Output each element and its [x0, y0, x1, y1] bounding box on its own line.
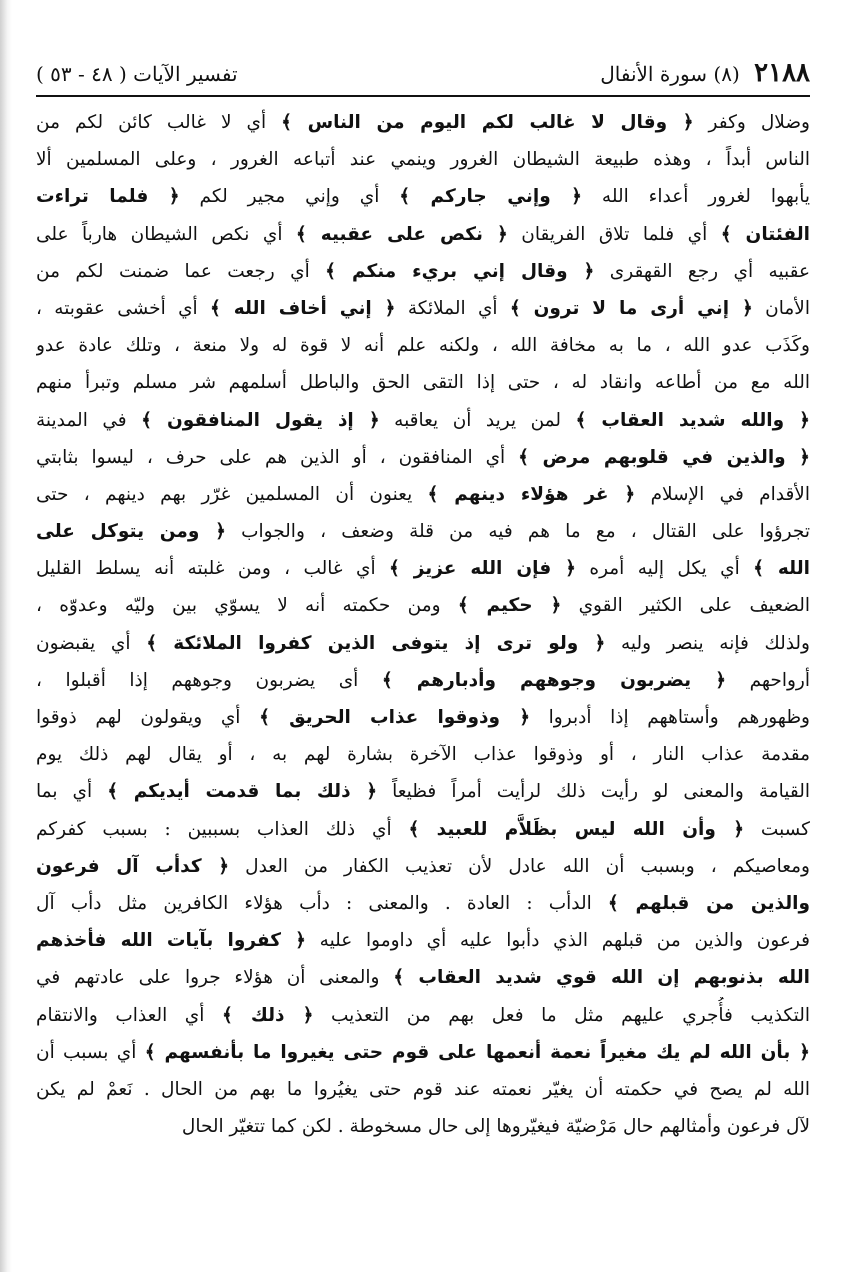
text-line: [36, 327, 810, 364]
commentary-text: أي ذلك العذاب بسببين : بسبب كفركم: [36, 818, 409, 840]
commentary-text: أي الملائكة: [395, 297, 510, 319]
quran-quote: ﴿ فلما تراءت: [36, 186, 180, 208]
quran-quote: الله بذنوبهم إن الله قوي شديد العقاب ﴾: [393, 967, 810, 989]
quran-quote: ﴿ ذلك ﴾: [221, 1004, 314, 1026]
page-header: [36, 50, 810, 90]
quran-quote: ﴿ بأن الله لم يك مغيراً نعمة أنعمها على قوم حتى يغيروا ما بأنفسهم ﴾: [144, 1041, 810, 1063]
commentary-text: أي بسبب أن: [36, 1041, 145, 1063]
commentary-text: الناس أبداً ، وهذه طبيعة الشيطان الغرور وينمي عند أتباعه الغرور ، وعلى المسلمين ألا: [36, 149, 810, 171]
commentary-text: لآل فرعون وأمثالهم حال مَرْضيّة فيغيّروها إلى حال مسخوطة . لكن كما تتغيّر الحال: [181, 1116, 810, 1138]
quran-quote: ﴿ وأن الله ليس بظَلاَّم للعبيد ﴾: [408, 818, 745, 840]
commentary-text: أي لا غالب كائن لكم من: [36, 112, 282, 133]
commentary-text: في المدينة: [36, 409, 142, 431]
quran-quote: ﴿ نكص على عقبيه ﴾: [295, 223, 508, 245]
text-line: [36, 1108, 810, 1145]
commentary-text: أي العذاب والانتقام: [36, 1004, 222, 1026]
commentary-text: أرواحهم: [726, 669, 810, 691]
text-line: [36, 141, 810, 178]
quran-quote: الله ﴾: [753, 558, 810, 580]
commentary-text: كسبت: [744, 818, 810, 840]
header-right: [600, 58, 810, 88]
commentary-text: أي بما: [36, 781, 108, 803]
commentary-text: أي نكص الشيطان هارباً على: [36, 223, 296, 245]
commentary-text: ومن حكمته أنه لا يسوّي بين وليّه وعدوّه ،: [36, 595, 458, 617]
page-edge-shadow: [0, 0, 12, 1272]
quran-quote: ﴿ إني أرى ما لا ترون ﴾: [509, 297, 753, 319]
commentary-text: الأقدام في الإسلام: [635, 483, 810, 505]
commentary-text: والمعنى أن هؤلاء جروا على عادتهم في: [36, 967, 394, 989]
text-line: [36, 625, 810, 662]
commentary-text: أي يقبضون: [36, 632, 147, 654]
commentary-text: ومعاصيكم ، وبسبب أن الله عادل لأن تعذيب الكفار من العدل: [229, 855, 810, 877]
text-line: [36, 439, 810, 476]
surah-title: (٨) سورة الأنفال: [600, 62, 740, 86]
quran-quote: ﴿ غر هؤلاء دينهم ﴾: [427, 483, 636, 505]
text-line: [36, 773, 810, 810]
commentary-text: أى يضربون وجوههم إذا أقبلوا ،: [36, 669, 382, 691]
quran-quote: ﴿ فإن الله عزيز ﴾: [389, 558, 576, 580]
text-line: [36, 959, 810, 996]
commentary-text: الأمان: [752, 297, 810, 319]
commentary-text: لمن يريد أن يعاقبه: [379, 409, 576, 431]
commentary-text: تجرؤوا على القتال ، مع ما هم فيه من قلة وضعف ، والجواب: [225, 521, 810, 543]
commentary-text: أي وإني مجير لكم: [179, 186, 400, 208]
text-line: [36, 922, 810, 959]
quran-quote: ﴿ ولو ترى إذ يتوفى الذين كفروا الملائكة ﴾: [146, 632, 606, 654]
text-line: [36, 513, 810, 550]
commentary-text: أي ويقولون لهم ذوقوا: [36, 707, 260, 728]
commentary-text: يأبهوا لغرور أعداء الله: [582, 186, 810, 208]
quran-quote: والذين من قبلهم ﴾: [607, 892, 810, 914]
quran-quote: ﴿ حكيم ﴾: [457, 595, 562, 617]
quran-quote: الفئتان ﴾: [720, 223, 810, 245]
text-line: [36, 253, 810, 290]
commentary-text: وظهورهم وأستاههم إذا أدبروا: [530, 707, 810, 728]
text-line: [36, 587, 810, 624]
text-line: [36, 1071, 810, 1108]
quran-quote: ﴿ وقال إني بريء منكم ﴾: [325, 260, 595, 282]
quran-quote: ﴿ كفروا بآيات الله فأخذهم: [36, 930, 307, 952]
commentary-text: أي المنافقون ، أو الذين هم على حرف ، ليسوا بثابتي: [36, 446, 519, 468]
quran-quote: ﴿ إني أخاف الله ﴾: [210, 297, 396, 319]
text-line: [36, 1034, 810, 1071]
commentary-text: التكذيب فأُجري عليهم مثل ما فعل بهم من التعذيب: [313, 1004, 810, 1026]
text-line: [36, 216, 810, 253]
text-line: [36, 290, 810, 327]
text-line: [36, 476, 810, 513]
commentary-text: الله مع من أطاعه وانقاد له ، حتى إذا التقى الحق والباطل أسلمهم شر مسلم وتبرأ منهم: [36, 372, 810, 394]
quran-quote: ﴿ إذ يقول المنافقون ﴾: [141, 409, 380, 431]
text-line: [36, 699, 810, 736]
quran-quote: ﴿ ذلك بما قدمت أيديكم ﴾: [107, 781, 378, 803]
quran-quote: ﴿ وقال لا غالب لكم اليوم من الناس ﴾: [281, 112, 694, 133]
commentary-text: الله لم يصح في حكمته أن يغيّر نعمته عند قوم حتى يغيُروا ما بهم من الحال . نَعمْ لم يكن: [36, 1078, 810, 1100]
text-line: [36, 178, 810, 215]
commentary-text: الضعيف على الكثير القوي: [561, 595, 810, 617]
text-line: [36, 364, 810, 401]
quran-quote: ﴿ وإني جاركم ﴾: [399, 186, 583, 208]
commentary-text: عقبيه أي رجع القهقرى: [594, 260, 810, 282]
commentary-text: القيامة والمعنى لو رأيت ذلك لرأيت أمراً فظيعاً: [377, 781, 810, 803]
text-line: [36, 885, 810, 922]
quran-quote: ﴿ والذين في قلوبهم مرض ﴾: [518, 446, 810, 468]
commentary-text: يعنون أن المسلمين غرّر بهم دينهم ، حتى: [36, 483, 428, 505]
quran-quote: ﴿ وذوقوا عذاب الحريق ﴾: [259, 707, 531, 728]
commentary-text: أي رجعت عما ضمنت لكم من: [36, 260, 326, 282]
text-line: [36, 662, 810, 699]
commentary-text: أي يكل إليه أمره: [575, 558, 754, 580]
quran-quote: ﴿ ومن يتوكل على: [36, 521, 226, 543]
commentary-text: أي أخشى عقوبته ،: [36, 297, 211, 319]
commentary-text: وكَذَب عدو الله ، ما به مخافة الله ، ولكنه علم أنه لا قوة له ولا منعة ، وتلك عادة عدو: [36, 335, 810, 357]
text-line: [36, 550, 810, 587]
commentary-text: أي فلما تلاق الفريقان: [507, 223, 721, 245]
section-title: تفسير الآيات ( ٤٨ - ٥٣ ): [36, 62, 238, 86]
header-rule: [36, 95, 810, 97]
quran-quote: ﴿ كدأب آل فرعون: [36, 855, 230, 877]
commentary-text: وضلال وكفر: [693, 112, 810, 133]
commentary-text: فرعون والذين من قبلهم الذي دأبوا عليه أي داوموا عليه: [306, 930, 810, 952]
text-line: [36, 811, 810, 848]
text-line: [36, 402, 810, 439]
quran-quote: ﴿ والله شديد العقاب ﴾: [575, 409, 810, 431]
text-line: [36, 104, 810, 141]
commentary-text: مقدمة عذاب النار ، أو وذوقوا عذاب الآخرة بشارة لهم به ، أو يقال لهم ذلك يوم: [36, 744, 810, 766]
commentary-text: أي غالب ، ومن غلبته أنه يسلط القليل: [36, 558, 389, 580]
commentary-text: ولذلك فإنه ينصر وليه: [605, 632, 810, 654]
commentary-text: الدأب : العادة . والمعنى : دأب هؤلاء الكافرين مثل دأب آل: [36, 892, 608, 914]
text-line: [36, 848, 810, 885]
text-line: [36, 736, 810, 773]
page-number: ٢١٨٨: [754, 58, 810, 88]
quran-quote: ﴿ يضربون وجوههم وأدبارهم ﴾: [381, 669, 727, 691]
page-body: [36, 104, 810, 1264]
text-line: [36, 997, 810, 1034]
